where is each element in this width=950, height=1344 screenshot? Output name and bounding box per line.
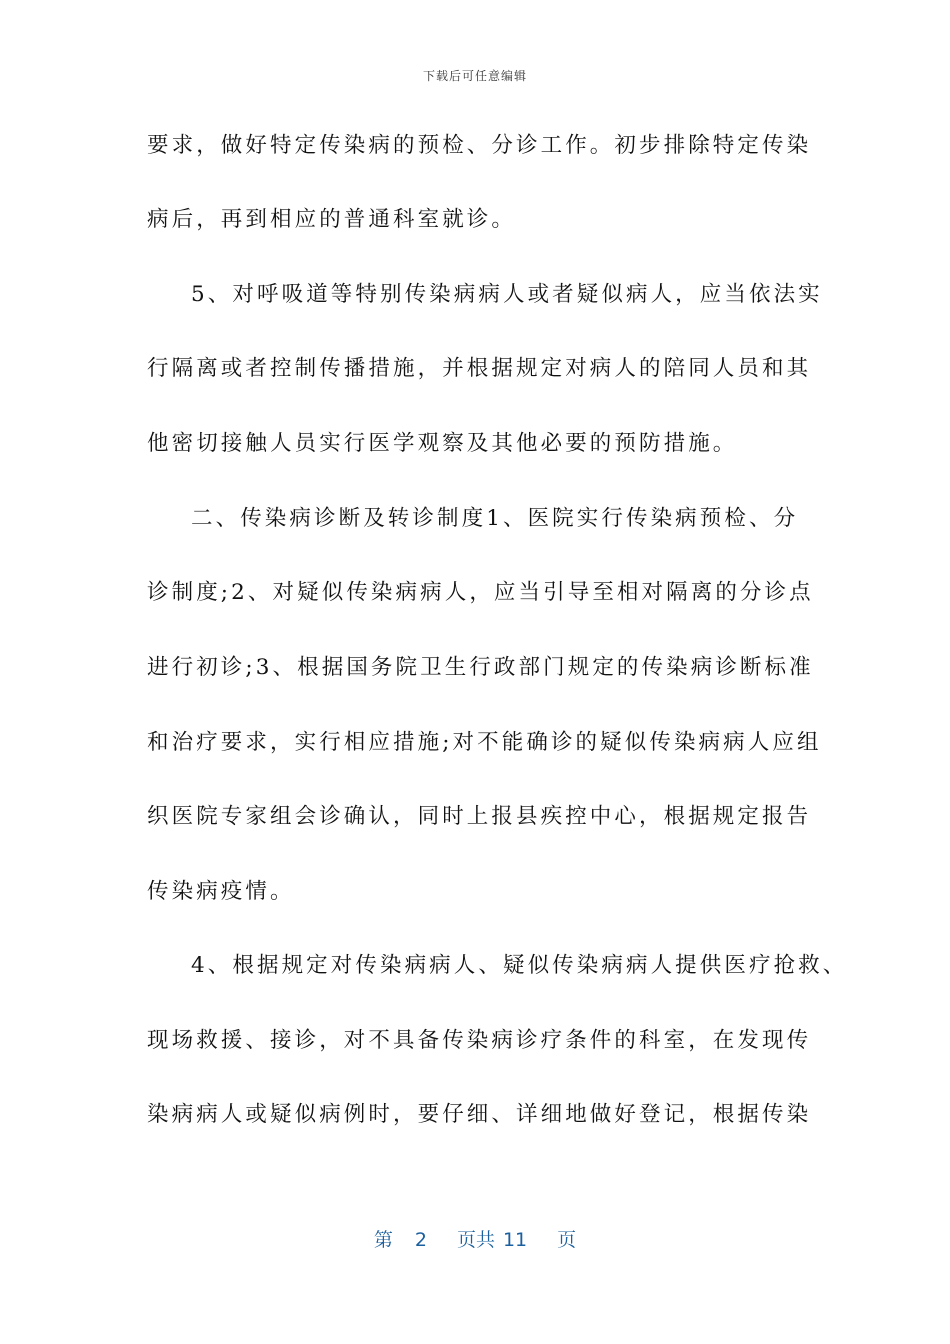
- text-line: 病后，再到相应的普通科室就诊。: [147, 207, 517, 232]
- page-prefix: 第: [373, 1229, 393, 1251]
- page-total: 11: [502, 1229, 528, 1251]
- text-line: 传染病疫情。: [147, 879, 295, 904]
- text-line: 要求，做好特定传染病的预检、分诊工作。初步排除特定传染: [147, 133, 812, 158]
- page-number: 2: [414, 1229, 427, 1251]
- page-footer: [0, 1225, 950, 1252]
- text-line: 织医院专家组会诊确认，同时上报县疾控中心，根据规定报告: [147, 804, 812, 829]
- text-line: 二、传染病诊断及转诊制度1、医院实行传染病预检、分: [191, 506, 799, 531]
- text-line: 诊制度;2、对疑似传染病病人，应当引导至相对隔离的分诊点: [147, 580, 814, 605]
- text-line: 5、对呼吸道等特别传染病病人或者疑似病人，应当依法实: [191, 282, 823, 307]
- text-line: 和治疗要求，实行相应措施;对不能确诊的疑似传染病病人应组: [147, 730, 822, 755]
- text-line: 染病病人或疑似病例时，要仔细、详细地做好登记，根据传染: [147, 1102, 812, 1127]
- header-note: 下载后可任意编辑: [422, 69, 527, 83]
- page-middle: 页共: [456, 1229, 495, 1251]
- page-suffix: 页: [557, 1229, 577, 1251]
- text-line: 进行初诊;3、根据国务院卫生行政部门规定的传染病诊断标准: [147, 655, 814, 680]
- text-line: 他密切接触人员实行医学观察及其他必要的预防措施。: [147, 431, 738, 456]
- text-line: 现场救援、接诊，对不具备传染病诊疗条件的科室，在发现传: [147, 1028, 812, 1053]
- text-line: 4、根据规定对传染病病人、疑似传染病病人提供医疗抢救、: [191, 953, 848, 978]
- text-line: 行隔离或者控制传播措施，并根据规定对病人的陪同人员和其: [147, 356, 812, 381]
